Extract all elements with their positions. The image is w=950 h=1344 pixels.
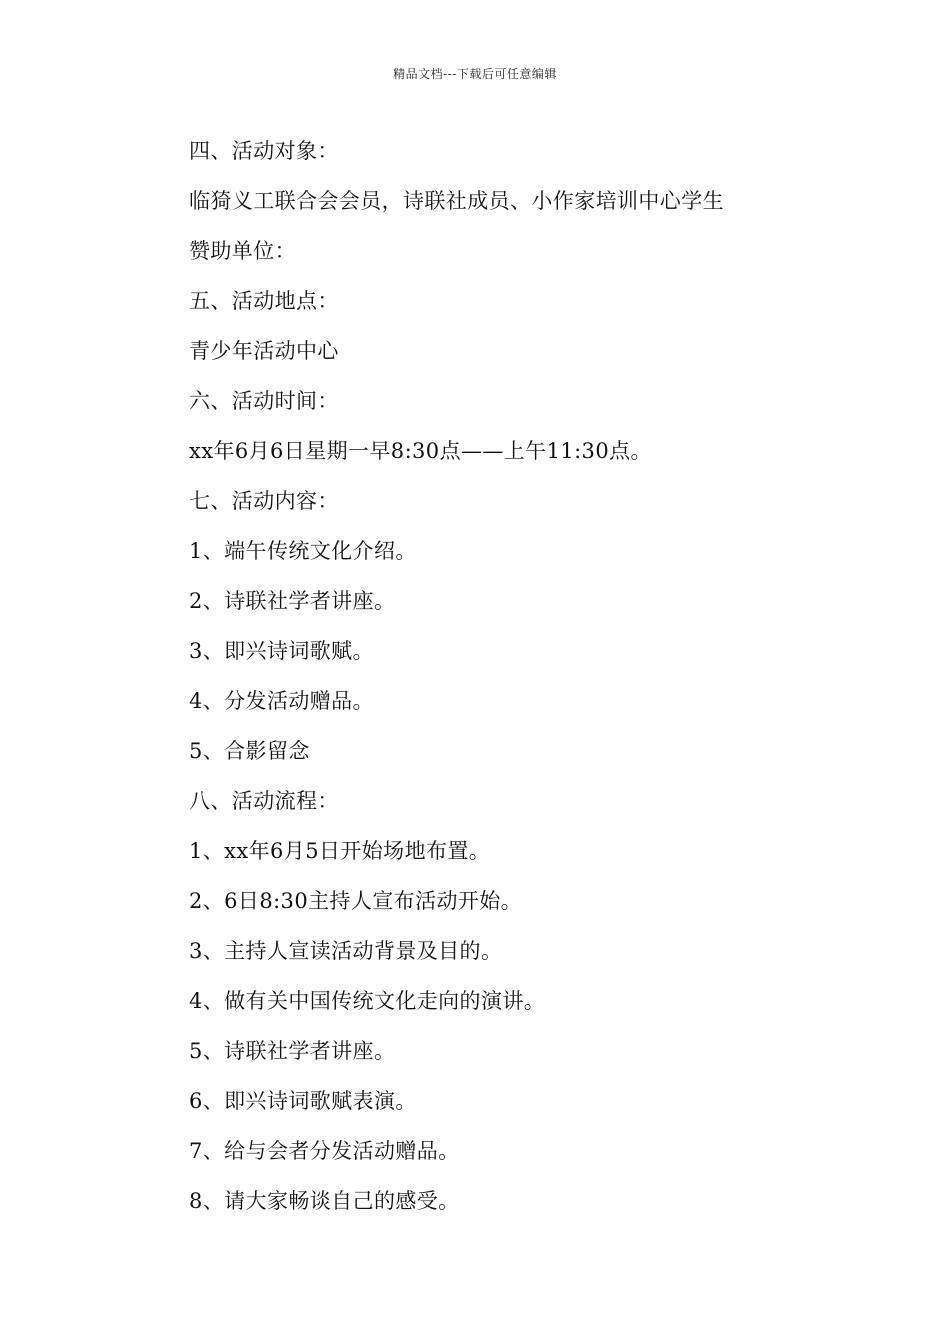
list-item: 6、即兴诗词歌赋表演。: [189, 1089, 417, 1113]
section-heading-participants: 四、活动对象：: [189, 139, 339, 163]
section-heading-process: 八、活动流程：: [189, 789, 339, 813]
list-item: 2、诗联社学者讲座。: [189, 589, 396, 613]
list-item: 1、xx年6月5日开始场地布置。: [189, 839, 491, 863]
section-heading-time: 六、活动时间：: [189, 389, 339, 413]
list-item: 3、即兴诗词歌赋。: [189, 639, 374, 663]
list-item: 4、分发活动赠品。: [189, 689, 374, 713]
paragraph-time: xx年6月6日星期一早8:30点——上午11:30点。: [189, 439, 652, 463]
paragraph-sponsor: 赞助单位：: [189, 239, 296, 263]
list-item: 4、做有关中国传统文化走向的演讲。: [189, 989, 546, 1013]
paragraph-location: 青少年活动中心: [189, 339, 339, 363]
list-item: 5、合影留念: [189, 739, 310, 763]
section-heading-content: 七、活动内容：: [189, 489, 339, 513]
list-item: 3、主持人宣读活动背景及目的。: [189, 939, 503, 963]
page-header: 精品文档---下载后可任意编辑: [393, 67, 557, 81]
section-heading-location: 五、活动地点：: [189, 289, 339, 313]
list-item: 5、诗联社学者讲座。: [189, 1039, 396, 1063]
list-item: 1、端午传统文化介绍。: [189, 539, 417, 563]
list-item: 2、6日8:30主持人宣布活动开始。: [189, 889, 523, 913]
document-body: [189, 133, 789, 1233]
list-item: 8、请大家畅谈自己的感受。: [189, 1189, 460, 1213]
list-item: 7、给与会者分发活动赠品。: [189, 1139, 460, 1163]
paragraph-participants: 临猗义工联合会会员，诗联社成员、小作家培训中心学生: [189, 189, 724, 213]
